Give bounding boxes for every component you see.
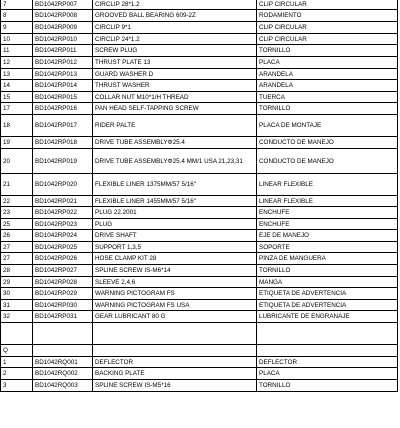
table-row bbox=[1, 137, 398, 149]
description-cell: COLLAR NUT M10*1/H THREAD bbox=[93, 92, 257, 103]
spanish-name-cell: TORNILLO bbox=[257, 380, 398, 392]
part-code-cell: BD1042RP008 bbox=[33, 10, 93, 22]
part-code-cell: BD1042RP031 bbox=[33, 311, 93, 323]
item-number-cell: 1 bbox=[1, 357, 33, 368]
item-number-cell: 21 bbox=[1, 174, 33, 196]
description-cell: GUARD WASHER D bbox=[93, 69, 257, 80]
part-code-cell: BD1042RP020 bbox=[33, 174, 93, 196]
description-cell: SUPPORT 1,3,5 bbox=[93, 242, 257, 253]
table-row bbox=[1, 57, 398, 69]
description-cell: DEFLECTOR bbox=[93, 357, 257, 368]
item-number-cell bbox=[1, 323, 33, 345]
spanish-name-cell: ENCHUFE bbox=[257, 207, 398, 219]
description-cell: THRUST WASHER bbox=[93, 80, 257, 92]
part-code-cell: BD1042RQ003 bbox=[33, 380, 93, 392]
spanish-name-cell: ETIQUETA DE ADVERTENCIA bbox=[257, 300, 398, 311]
description-cell: THRUST PLATE 13 bbox=[93, 57, 257, 69]
table-row bbox=[1, 311, 398, 323]
spanish-name-cell: LINEAR FLEXIBLE bbox=[257, 174, 398, 196]
table-row bbox=[1, 277, 398, 288]
item-number-cell: 12 bbox=[1, 57, 33, 69]
spanish-name-cell: EJE DE MANEJO bbox=[257, 230, 398, 242]
spanish-name-cell: LINEAR FLEXIBLE bbox=[257, 196, 398, 207]
table-row bbox=[1, 368, 398, 380]
part-code-cell: BD1042RP007 bbox=[33, 0, 93, 10]
item-number-cell: Q bbox=[1, 345, 33, 357]
description-cell: DRIVE TUBE ASSEMBLYΦ25.4 bbox=[93, 137, 257, 149]
spanish-name-cell: PLACA bbox=[257, 57, 398, 69]
table-row bbox=[1, 10, 398, 22]
spanish-name-cell: ARANDELA bbox=[257, 80, 398, 92]
spanish-name-cell: RODAMIENTO bbox=[257, 10, 398, 22]
description-cell: RIDER PALTE bbox=[93, 115, 257, 137]
spanish-name-cell bbox=[257, 345, 398, 357]
spanish-name-cell: LUBRICANTE DE ENGRANAJE bbox=[257, 311, 398, 323]
part-code-cell: BD1042RQ002 bbox=[33, 368, 93, 380]
table-row bbox=[1, 115, 398, 137]
description-cell: FLEXIBLE LINER 1375MM/57 5/16" bbox=[93, 174, 257, 196]
item-number-cell: 19 bbox=[1, 137, 33, 149]
table-row bbox=[1, 149, 398, 174]
item-number-cell: 29 bbox=[1, 277, 33, 288]
table-row bbox=[1, 253, 398, 265]
table-row bbox=[1, 380, 398, 392]
description-cell: SCREW PLUG bbox=[93, 45, 257, 57]
part-code-cell: BD1042RP015 bbox=[33, 92, 93, 103]
spanish-name-cell: CLIP CIRCULAR bbox=[257, 22, 398, 34]
spanish-name-cell: MANGA bbox=[257, 277, 398, 288]
part-code-cell: BD1042RP021 bbox=[33, 196, 93, 207]
spanish-name-cell: PLACA bbox=[257, 368, 398, 380]
item-number-cell: 18 bbox=[1, 115, 33, 137]
part-code-cell: BD1042RP011 bbox=[33, 45, 93, 57]
spanish-name-cell: TORNILLO bbox=[257, 103, 398, 115]
spanish-name-cell: ARANDELA bbox=[257, 69, 398, 80]
part-code-cell: BD1042RQ001 bbox=[33, 357, 93, 368]
table-row bbox=[1, 0, 398, 10]
item-number-cell: 13 bbox=[1, 69, 33, 80]
item-number-cell: 3 bbox=[1, 380, 33, 392]
item-number-cell: 10 bbox=[1, 34, 33, 45]
description-cell: CIRCLIP 28*1.2 bbox=[93, 0, 257, 10]
part-code-cell: BD1042RP009 bbox=[33, 22, 93, 34]
item-number-cell: 27 bbox=[1, 242, 33, 253]
table-row bbox=[1, 265, 398, 277]
description-cell: BACKING PLATE bbox=[93, 368, 257, 380]
part-code-cell: BD1042RP019 bbox=[33, 149, 93, 174]
table-row bbox=[1, 22, 398, 34]
description-cell: SPLINE SCREW IS-M6*14 bbox=[93, 265, 257, 277]
description-cell: PLUG 22.2001 bbox=[93, 207, 257, 219]
item-number-cell: 9 bbox=[1, 22, 33, 34]
spanish-name-cell: ENCHUFE bbox=[257, 219, 398, 230]
part-code-cell: BD1042RP013 bbox=[33, 69, 93, 80]
table-row bbox=[1, 345, 398, 357]
item-number-cell: 28 bbox=[1, 265, 33, 277]
part-code-cell: BD1042RP024 bbox=[33, 230, 93, 242]
table-row bbox=[1, 45, 398, 57]
table-row bbox=[1, 219, 398, 230]
part-code-cell: BD1042RP030 bbox=[33, 300, 93, 311]
description-cell bbox=[93, 323, 257, 345]
table-row bbox=[1, 34, 398, 45]
part-code-cell: BD1042RP023 bbox=[33, 219, 93, 230]
item-number-cell: 23 bbox=[1, 207, 33, 219]
part-code-cell: BD1042RP016 bbox=[33, 103, 93, 115]
description-cell: WARNING PICTOGRAM FS bbox=[93, 288, 257, 300]
part-code-cell: BD1042RP029 bbox=[33, 288, 93, 300]
item-number-cell: 2 bbox=[1, 368, 33, 380]
description-cell: FLEXIBLE LINER 1455MM/57 5/16" bbox=[93, 196, 257, 207]
item-number-cell: 8 bbox=[1, 10, 33, 22]
item-number-cell: 11 bbox=[1, 45, 33, 57]
description-cell: CIRCLIP 24*1.2 bbox=[93, 34, 257, 45]
part-code-cell: BD1042RP018 bbox=[33, 137, 93, 149]
description-cell: SPLINE SCREW IS-M5*16 bbox=[93, 380, 257, 392]
description-cell: WARNING PICTOGRAM FS USA bbox=[93, 300, 257, 311]
spanish-name-cell: DEFLECTOR bbox=[257, 357, 398, 368]
item-number-cell: 22 bbox=[1, 196, 33, 207]
table-row bbox=[1, 174, 398, 196]
part-code-cell: BD1042RP017 bbox=[33, 115, 93, 137]
spanish-name-cell bbox=[257, 323, 398, 345]
part-code-cell: BD1042RP014 bbox=[33, 80, 93, 92]
item-number-cell: 26 bbox=[1, 230, 33, 242]
spanish-name-cell: TORNILLO bbox=[257, 265, 398, 277]
part-code-cell bbox=[33, 345, 93, 357]
description-cell: DRIVE TUBE ASSEMBLYΦ25.4 MM/1 USA 21,23,31 bbox=[93, 149, 257, 174]
item-number-cell: 14 bbox=[1, 80, 33, 92]
table-row bbox=[1, 80, 398, 92]
spanish-name-cell: ETIQUETA DE ADVERTENCIA bbox=[257, 288, 398, 300]
description-cell: HOSE CLAMP KIT 28 bbox=[93, 253, 257, 265]
table-row bbox=[1, 230, 398, 242]
item-number-cell: 20 bbox=[1, 149, 33, 174]
table-row bbox=[1, 207, 398, 219]
part-code-cell: BD1042RP012 bbox=[33, 57, 93, 69]
item-number-cell: 17 bbox=[1, 103, 33, 115]
table-row bbox=[1, 357, 398, 368]
item-number-cell: 31 bbox=[1, 300, 33, 311]
spanish-name-cell: PLACA DE MONTAJE bbox=[257, 115, 398, 137]
item-number-cell: 27 bbox=[1, 253, 33, 265]
spanish-name-cell: PINZA DE MANGUERA bbox=[257, 253, 398, 265]
description-cell: PAN HEAD SELF-TAPPING SCREW bbox=[93, 103, 257, 115]
part-code-cell bbox=[33, 323, 93, 345]
description-cell: PLUG bbox=[93, 219, 257, 230]
description-cell: SLEEVE 2,4,6 bbox=[93, 277, 257, 288]
part-code-cell: BD1042RP025 bbox=[33, 242, 93, 253]
description-cell: DRIVE SHAFT bbox=[93, 230, 257, 242]
spanish-name-cell: TORNILLO bbox=[257, 45, 398, 57]
table-row bbox=[1, 300, 398, 311]
part-code-cell: BD1042RP022 bbox=[33, 207, 93, 219]
description-cell bbox=[93, 345, 257, 357]
part-code-cell: BD1042RP027 bbox=[33, 265, 93, 277]
part-code-cell: BD1042RP026 bbox=[33, 253, 93, 265]
item-number-cell: 7 bbox=[1, 0, 33, 10]
spanish-name-cell: CLIP CIRCULAR bbox=[257, 34, 398, 45]
spanish-name-cell: CLIP CIRCULAR bbox=[257, 0, 398, 10]
spanish-name-cell: TUERCA bbox=[257, 92, 398, 103]
item-number-cell: 32 bbox=[1, 311, 33, 323]
spanish-name-cell: SOPORTE bbox=[257, 242, 398, 253]
table-row bbox=[1, 69, 398, 80]
item-number-cell: 15 bbox=[1, 92, 33, 103]
description-cell: GROOVED BALL BEARING 609-2Z bbox=[93, 10, 257, 22]
description-cell: GEAR LUBRICANT 80 G bbox=[93, 311, 257, 323]
table-row bbox=[1, 323, 398, 345]
item-number-cell: 25 bbox=[1, 219, 33, 230]
part-code-cell: BD1042RP028 bbox=[33, 277, 93, 288]
table-row bbox=[1, 242, 398, 253]
table-row bbox=[1, 92, 398, 103]
spanish-name-cell: CONDUCTO DE MANEJO bbox=[257, 137, 398, 149]
table-row bbox=[1, 288, 398, 300]
part-code-cell: BD1042RP010 bbox=[33, 34, 93, 45]
parts-table-body bbox=[1, 0, 398, 392]
table-row bbox=[1, 103, 398, 115]
table-row bbox=[1, 196, 398, 207]
item-number-cell: 30 bbox=[1, 288, 33, 300]
description-cell: CIRCLIP 9*1 bbox=[93, 22, 257, 34]
spanish-name-cell: CONDUCTO DE MANEJO bbox=[257, 149, 398, 174]
